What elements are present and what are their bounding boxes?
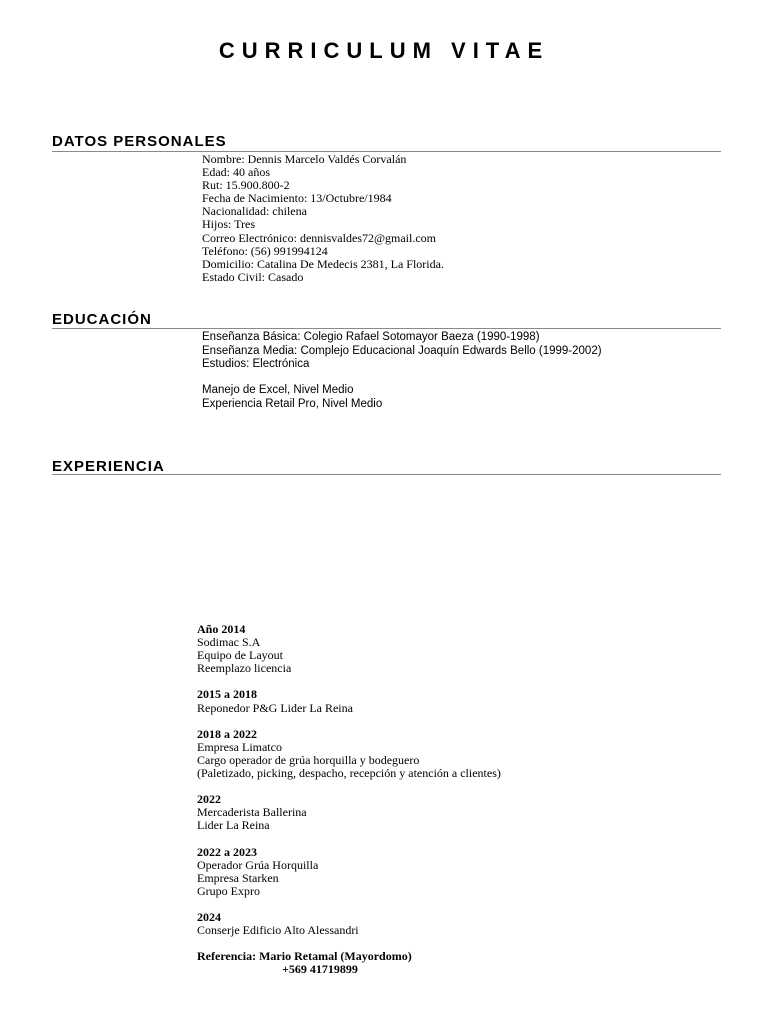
divider-education — [52, 328, 721, 329]
experience-period: 2022 a 2023 — [197, 844, 257, 859]
experience-line: Equipo de Layout — [197, 648, 283, 663]
section-heading-personal: DATOS PERSONALES — [52, 133, 227, 150]
personal-phone: Teléfono: (56) 991994124 — [202, 243, 328, 258]
experience-line: Reponedor P&G Lider La Reina — [197, 700, 353, 715]
personal-rut: Rut: 15.900.800-2 — [202, 178, 290, 193]
personal-age: Edad: 40 años — [202, 165, 270, 180]
experience-line: Empresa Limatco — [197, 739, 282, 754]
experience-period: 2018 a 2022 — [197, 726, 257, 741]
document-title: CURRICULUM VITAE — [218, 38, 550, 63]
reference-label: Referencia: — [197, 949, 257, 964]
reference-phone: +569 41719899 — [282, 962, 358, 977]
education-details — [202, 331, 602, 411]
section-heading-experience: EXPERIENCIA — [52, 458, 165, 475]
experience-line: Cargo operador de grúa horquilla y bodeguero — [197, 752, 420, 767]
experience-line: Grupo Expro — [197, 883, 260, 898]
experience-line: Conserje Edificio Alto Alessandri — [197, 923, 359, 938]
personal-details — [202, 153, 444, 284]
personal-nationality: Nacionalidad: chilena — [202, 204, 307, 219]
reference-name: Mario Retamal (Mayordomo) — [259, 949, 412, 964]
experience-line: Operador Grúa Horquilla — [197, 857, 319, 872]
experience-period: 2022 — [197, 792, 221, 807]
experience-period: Año 2014 — [197, 622, 246, 636]
education-secondary: Enseñanza Media: Complejo Educacional Joaquín Edwards Bello (1999-2002) — [202, 344, 602, 357]
experience-period: 2024 — [197, 910, 221, 925]
experience-line: (Paletizado, picking, despacho, recepción y atención a clientes) — [197, 766, 501, 781]
experience-line: Empresa Starken — [197, 870, 279, 885]
personal-email: Correo Electrónico: dennisvaldes72@gmail.com — [202, 230, 436, 245]
section-heading-education: EDUCACIÓN — [52, 311, 152, 328]
experience-line: Sodimac S.A — [197, 635, 261, 650]
experience-line: Mercaderista Ballerina — [197, 805, 307, 820]
personal-birthdate: Fecha de Nacimiento: 13/Octubre/1984 — [202, 191, 392, 206]
personal-children: Hijos: Tres — [202, 217, 256, 232]
experience-period: 2015 a 2018 — [197, 687, 257, 702]
skill-excel: Manejo de Excel, Nivel Medio — [202, 384, 354, 397]
experience-line: Lider La Reina — [197, 818, 270, 833]
education-basic: Enseñanza Básica: Colegio Rafael Sotomayor Baeza (1990-1998) — [202, 331, 540, 343]
personal-address: Domicilio: Catalina De Medecis 2381, La Florida. — [202, 256, 444, 271]
experience-list — [197, 623, 501, 977]
skill-retail-pro: Experiencia Retail Pro, Nivel Medio — [202, 397, 383, 410]
education-studies: Estudios: Electrónica — [202, 358, 310, 371]
experience-line: Reemplazo licencia — [197, 661, 292, 676]
personal-name: Nombre: Dennis Marcelo Valdés Corvalán — [202, 152, 407, 166]
personal-civil-status: Estado Civil: Casado — [202, 269, 304, 284]
divider-experience — [52, 474, 721, 475]
